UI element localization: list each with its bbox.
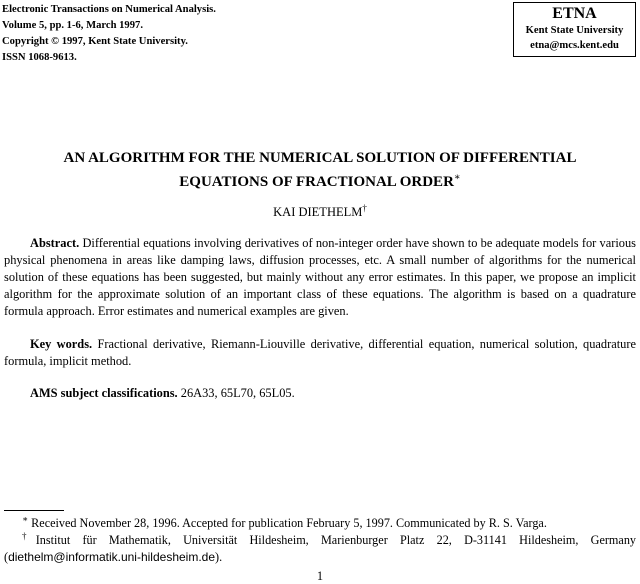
ams-label: AMS subject classifications. [30, 386, 178, 400]
footnote-2-text: Institut für Mathematik, Universität Hildesheim, Marienburger Platz 22, D-31141 Hildesheim, Germany [35, 533, 637, 548]
etna-email: etna@mcs.kent.edu [530, 40, 619, 51]
ams-classifications [4, 385, 636, 402]
footnote-2-mark: † [22, 531, 36, 541]
footnote-affiliation [4, 528, 636, 566]
keywords-label: Key words. [30, 337, 93, 351]
copyright-line: Copyright © 1997, Kent State University. [2, 36, 188, 47]
title-line-1: AN ALGORITHM FOR THE NUMERICAL SOLUTION OF DIFFERENTIAL [63, 150, 577, 166]
keywords-text: Fractional derivative, Riemann-Liouville derivative, differential equation, numerical solution, quadrature formula, implicit method. [4, 337, 636, 368]
journal-name: Electronic Transactions on Numerical Analysis. [2, 4, 216, 15]
author-footnote-mark: † [362, 203, 367, 213]
author-email-close: ). [215, 550, 223, 565]
page-number: 1 [316, 569, 324, 583]
issn-line: ISSN 1068-9613. [2, 52, 77, 63]
etna-university: Kent State University [525, 25, 624, 36]
abstract-text: Differential equations involving derivatives of non-integer order have shown to be adequate models for various physical phenomena in areas like damping laws, diffusion processes, etc. A small number of algorithms for the numerical solution of these equations has been suggested, but mainly without any error estimates. In this paper, we propose an implicit algorithm for the approximate solution of an important class of these equations. The algorithm is based on a quadrature formula approach. Error estimates and numerical examples are given. [4, 236, 636, 318]
abstract-label: Abstract. [30, 236, 80, 250]
title-footnote-mark: ∗ [453, 172, 461, 183]
volume-info: Volume 5, pp. 1-6, March 1997. [2, 20, 143, 31]
keywords [4, 336, 636, 370]
etna-box [513, 2, 636, 57]
footnote-1-mark: ∗ [22, 514, 29, 524]
etna-title: ETNA [552, 5, 597, 22]
author-name: KAI DIETHELM [273, 205, 363, 220]
author-email-open: ( [4, 550, 9, 565]
ams-text: 26A33, 65L70, 65L05. [180, 386, 295, 400]
title-line-2: EQUATIONS OF FRACTIONAL ORDER [179, 174, 454, 190]
journal-header [2, 2, 216, 66]
footnote-1-text: Received November 28, 1996. Accepted for publication February 5, 1997. Communicated by R. S. Varga. [31, 516, 547, 531]
author-email: diethelm@informatik.uni-hildesheim.de [8, 550, 216, 565]
author [0, 200, 640, 220]
abstract [4, 235, 636, 320]
paper-title [0, 148, 640, 192]
